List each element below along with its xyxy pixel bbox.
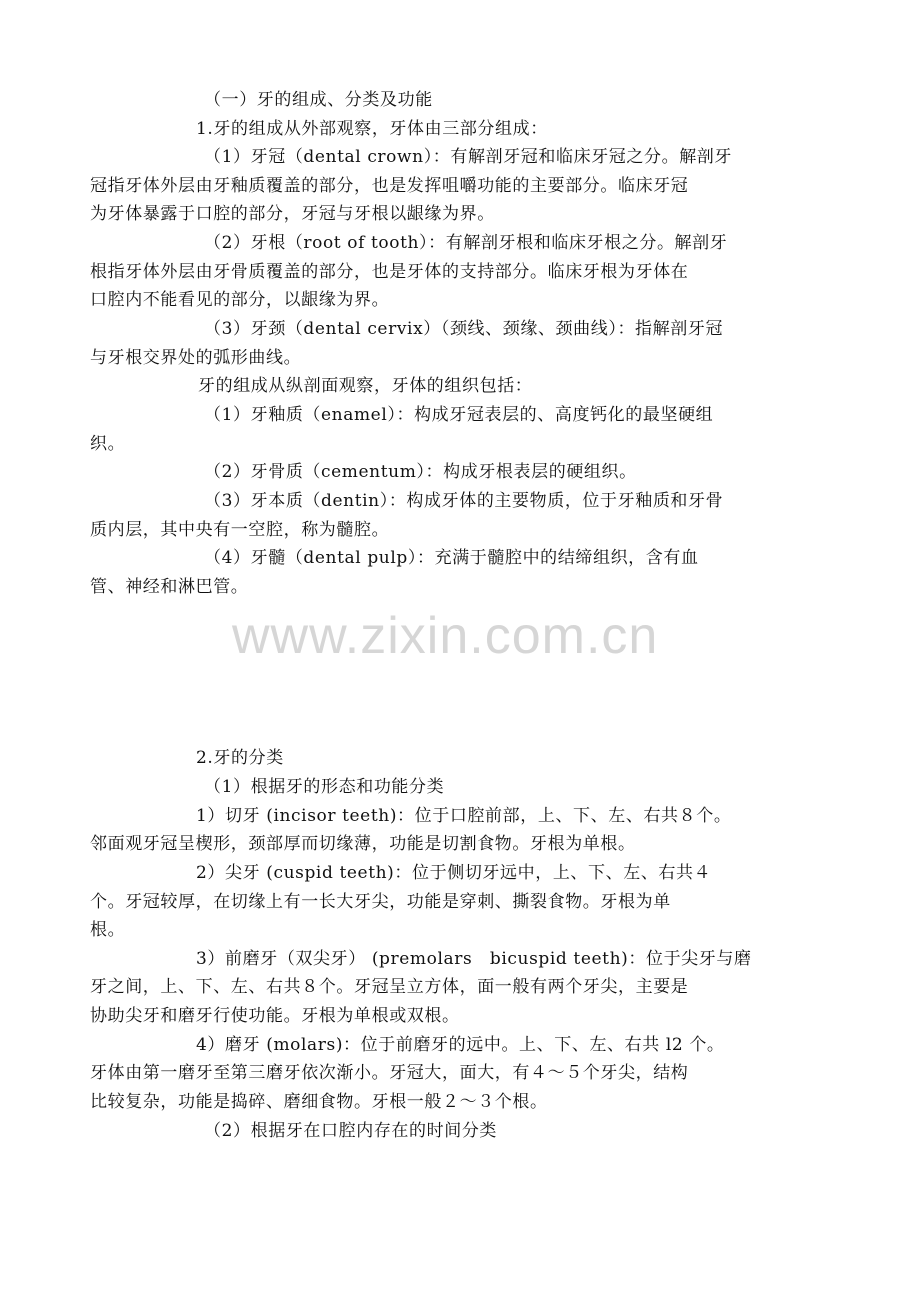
- enamel-line-1: （1）牙釉质（enamel）：构成牙冠表层的、高度钙化的最坚硬组: [204, 405, 714, 425]
- pulp-line-1: （4）牙髓（dental pulp）：充满于髓腔中的结缔组织，含有血: [204, 548, 699, 568]
- section-heading: （一）牙的组成、分类及功能: [204, 90, 433, 110]
- root-line-1: （2）牙根（root of tooth）：有解剖牙根和临床牙根之分。解剖牙: [204, 233, 728, 253]
- premolar-line-3: 协助尖牙和磨牙行使功能。牙根为单根或双根。: [90, 1006, 460, 1026]
- incisor-line-1: 1）切牙 (incisor teeth)：位于口腔前部，上、下、左、右共８个。: [196, 806, 732, 826]
- neck-line-1: （3）牙颈（dental cervix）（颈线、颈缘、颈曲线）：指解剖牙冠: [204, 319, 724, 339]
- root-line-3: 口腔内不能看见的部分，以龈缘为界。: [90, 290, 390, 310]
- molar-line-1: 4）磨牙 (molars)：位于前磨牙的远中。上、下、左、右共 l2 个。: [196, 1035, 725, 1055]
- cuspid-line-3: 根。: [90, 920, 126, 940]
- dentin-line-2: 质内层，其中央有一空腔，称为髓腔。: [90, 520, 390, 540]
- incisor-line-2: 邻面观牙冠呈楔形，颈部厚而切缘薄，功能是切割食物。牙根为单根。: [90, 834, 636, 854]
- root-line-2: 根指牙体外层由牙骨质覆盖的部分，也是牙体的支持部分。临床牙根为牙体在: [90, 262, 689, 282]
- premolar-line-1: 3）前磨牙（双尖牙） (premolars bicuspid teeth)：位于尖牙与磨: [196, 949, 752, 969]
- tissue-intro: 牙的组成从纵剖面观察，牙体的组织包括：: [198, 376, 533, 396]
- pulp-line-2: 管、神经和淋巴管。: [90, 577, 249, 597]
- watermark: www.zixin.com.cn: [232, 607, 659, 665]
- crown-line-2: 冠指牙体外层由牙釉质覆盖的部分，也是发挥咀嚼功能的主要部分。临床牙冠: [90, 176, 689, 196]
- classification-title: 2.牙的分类: [196, 748, 284, 768]
- classification-sub-2: （2）根据牙在口腔内存在的时间分类: [204, 1121, 498, 1141]
- molar-line-3: 比较复杂，功能是捣碎、磨细食物。牙根一般２～３个根。: [90, 1092, 548, 1112]
- crown-line-3: 为牙体暴露于口腔的部分，牙冠与牙根以龈缘为界。: [90, 204, 495, 224]
- neck-line-2: 与牙根交界处的弧形曲线。: [90, 348, 302, 368]
- crown-line-1: （1）牙冠（dental crown）：有解剖牙冠和临床牙冠之分。解剖牙: [204, 147, 732, 167]
- cuspid-line-1: 2）尖牙 (cuspid teeth)：位于侧切牙远中，上、下、左、右共４: [196, 863, 712, 883]
- premolar-line-2: 牙之间，上、下、左、右共８个。牙冠呈立方体，面一般有两个牙尖，主要是: [90, 977, 689, 997]
- enamel-line-2: 织。: [90, 434, 126, 454]
- cementum-line: （2）牙骨质（cementum）：构成牙根表层的硬组织。: [204, 462, 637, 482]
- classification-sub-1: （1）根据牙的形态和功能分类: [204, 777, 445, 797]
- molar-line-2: 牙体由第一磨牙至第三磨牙依次渐小。牙冠大，面大，有４～５个牙尖，结构: [90, 1063, 689, 1083]
- composition-title: 1.牙的组成从外部观察，牙体由三部分组成：: [196, 119, 548, 139]
- dentin-line-1: （3）牙本质（dentin）：构成牙体的主要物质，位于牙釉质和牙骨: [204, 491, 724, 511]
- cuspid-line-2: 个。牙冠较厚，在切缘上有一长大牙尖，功能是穿刺、撕裂食物。牙根为单: [90, 892, 671, 912]
